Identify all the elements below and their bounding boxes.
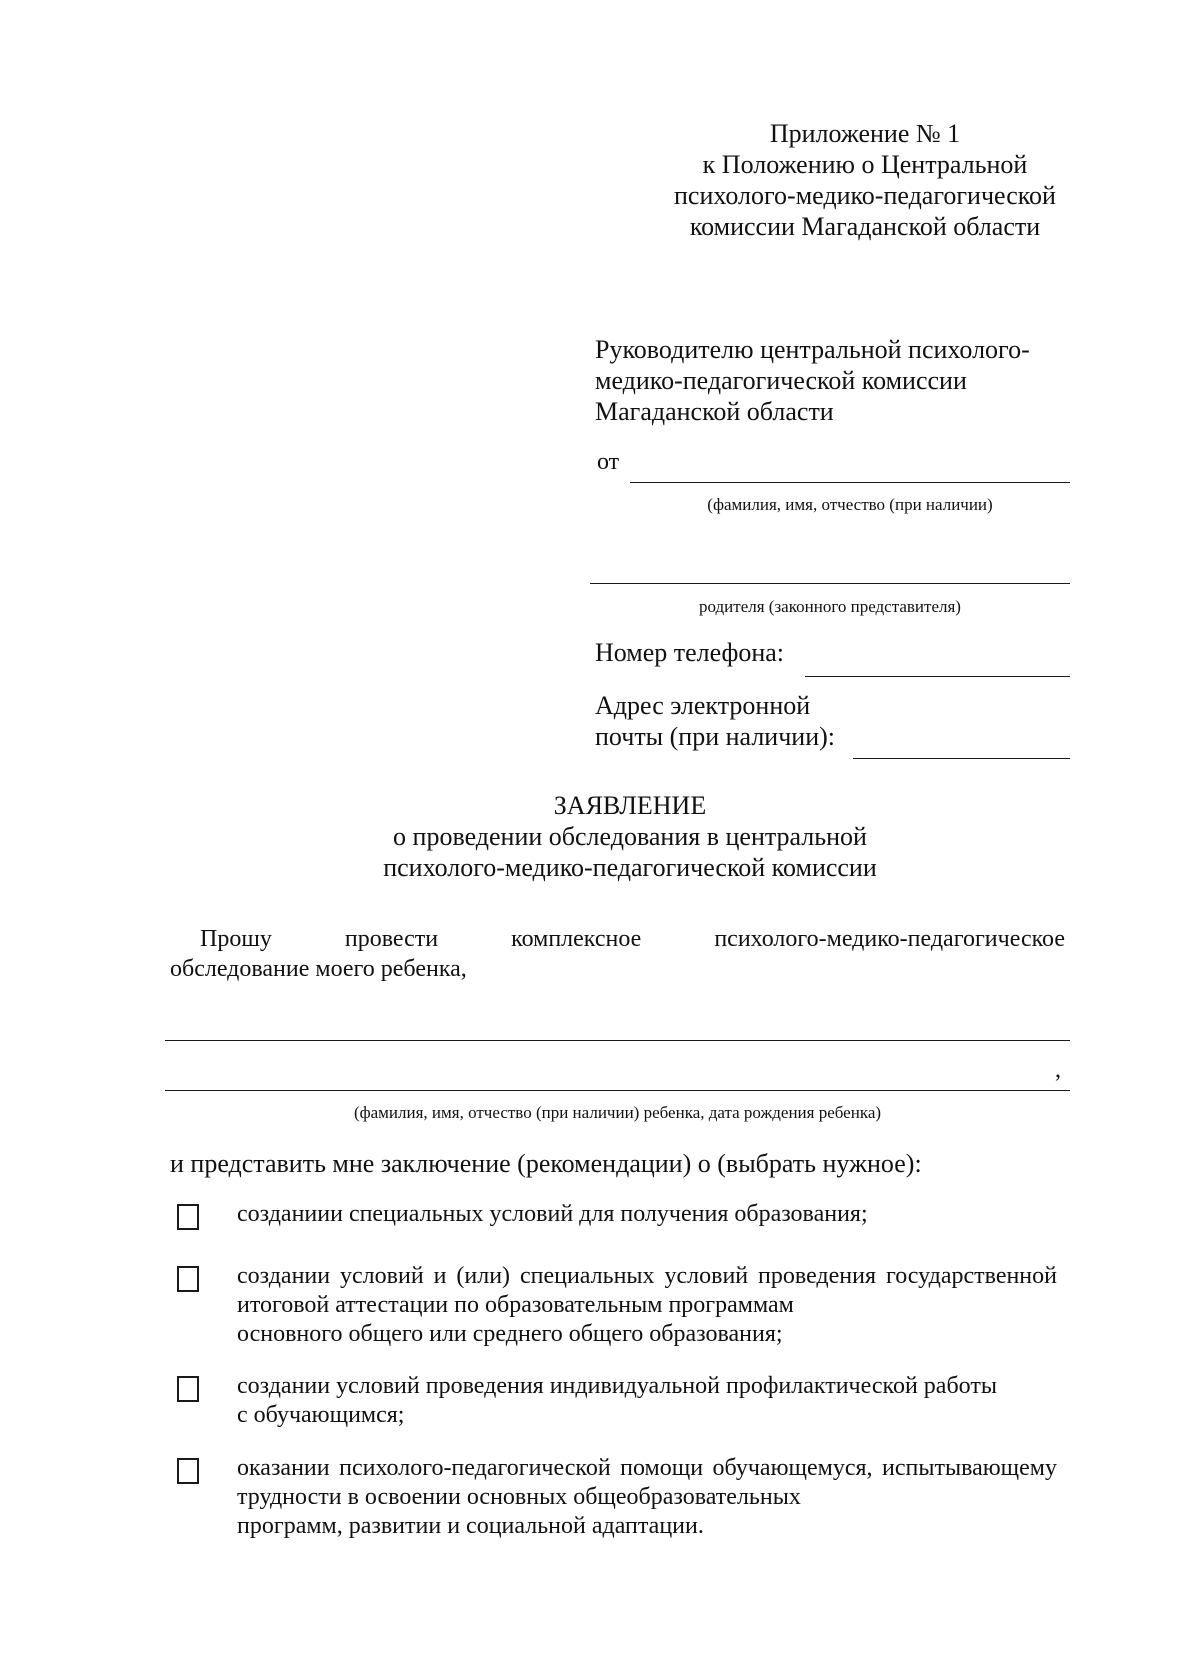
comma-mark: , — [1055, 1057, 1061, 1083]
option-checkbox-special-conditions[interactable] — [177, 1204, 199, 1230]
email-label-line: Адрес электронной — [595, 691, 811, 720]
option-line: программ, развитии и социальной адаптации. — [237, 1513, 704, 1539]
email-label — [595, 690, 835, 752]
request-line: обследование моего ребенка, — [170, 956, 467, 982]
option-line: создании условий проведения индивидуальной профилактической работы — [237, 1373, 997, 1399]
option-text — [237, 1262, 1057, 1349]
child-info-field[interactable] — [165, 1040, 1070, 1041]
option-checkbox-prevention-work[interactable] — [177, 1376, 199, 1402]
option-checkbox-psychological-help[interactable] — [177, 1458, 199, 1484]
appendix-line: комиссии Магаданской области — [689, 212, 1041, 241]
applicant-name-caption: (фамилия, имя, отчество (при наличии) — [707, 495, 993, 514]
request-paragraph — [170, 924, 1065, 984]
statement-subtitle: психолого-медико-педагогической комиссии — [383, 853, 877, 882]
email-field[interactable] — [853, 758, 1070, 759]
option-line: с обучающимся; — [237, 1402, 405, 1428]
request-line: Прошу провести комплексное психолого-медико-педагогическое — [200, 926, 1065, 952]
addressee-line: медико-педагогической комиссии — [595, 366, 967, 395]
choose-intro: и представить мне заключение (рекомендации) о (выбрать нужное): — [170, 1149, 922, 1178]
option-text — [237, 1454, 1057, 1541]
option-checkbox-attestation-conditions[interactable] — [177, 1266, 199, 1292]
addressee-line: Руководителю центральной психолого- — [595, 335, 1030, 364]
child-info-caption: (фамилия, имя, отчество (при наличии) ребенка, дата рождения ребенка) — [353, 1103, 882, 1122]
statement-heading — [300, 790, 960, 883]
applicant-name-field[interactable] — [630, 482, 1070, 483]
addressee-block — [595, 334, 1115, 427]
option-text — [237, 1200, 1057, 1229]
appendix-title: Приложение № 1 — [769, 119, 961, 148]
statement-title: ЗАЯВЛЕНИЕ — [553, 791, 707, 820]
child-info-field-continued[interactable] — [165, 1090, 1070, 1091]
from-label: от — [597, 449, 620, 475]
option-line: созданиии специальных условий для получения образования; — [237, 1201, 868, 1227]
appendix-block — [600, 118, 1130, 242]
parent-caption: родителя (законного представителя) — [699, 597, 961, 616]
option-text — [237, 1372, 1057, 1430]
addressee-line: Магаданской области — [595, 397, 834, 426]
phone-label: Номер телефона: — [595, 638, 785, 667]
statement-subtitle: о проведении обследования в центральной — [393, 822, 867, 851]
appendix-line: к Положению о Центральной — [702, 150, 1028, 179]
appendix-line: психолого-медико-педагогической — [674, 181, 1056, 210]
option-line: создании условий и (или) специальных условий проведения государственной итоговой аттестации по образовательным программам — [237, 1263, 1057, 1318]
option-line: основного общего или среднего общего образования; — [237, 1321, 783, 1347]
phone-field[interactable] — [805, 676, 1070, 677]
applicant-name-field-continued[interactable] — [590, 583, 1070, 584]
email-label-line: почты (при наличии): — [595, 722, 835, 751]
option-line: оказании психолого-педагогической помощи обучающемуся, испытывающему трудности в освоении основных общеобразовательных — [237, 1455, 1057, 1510]
